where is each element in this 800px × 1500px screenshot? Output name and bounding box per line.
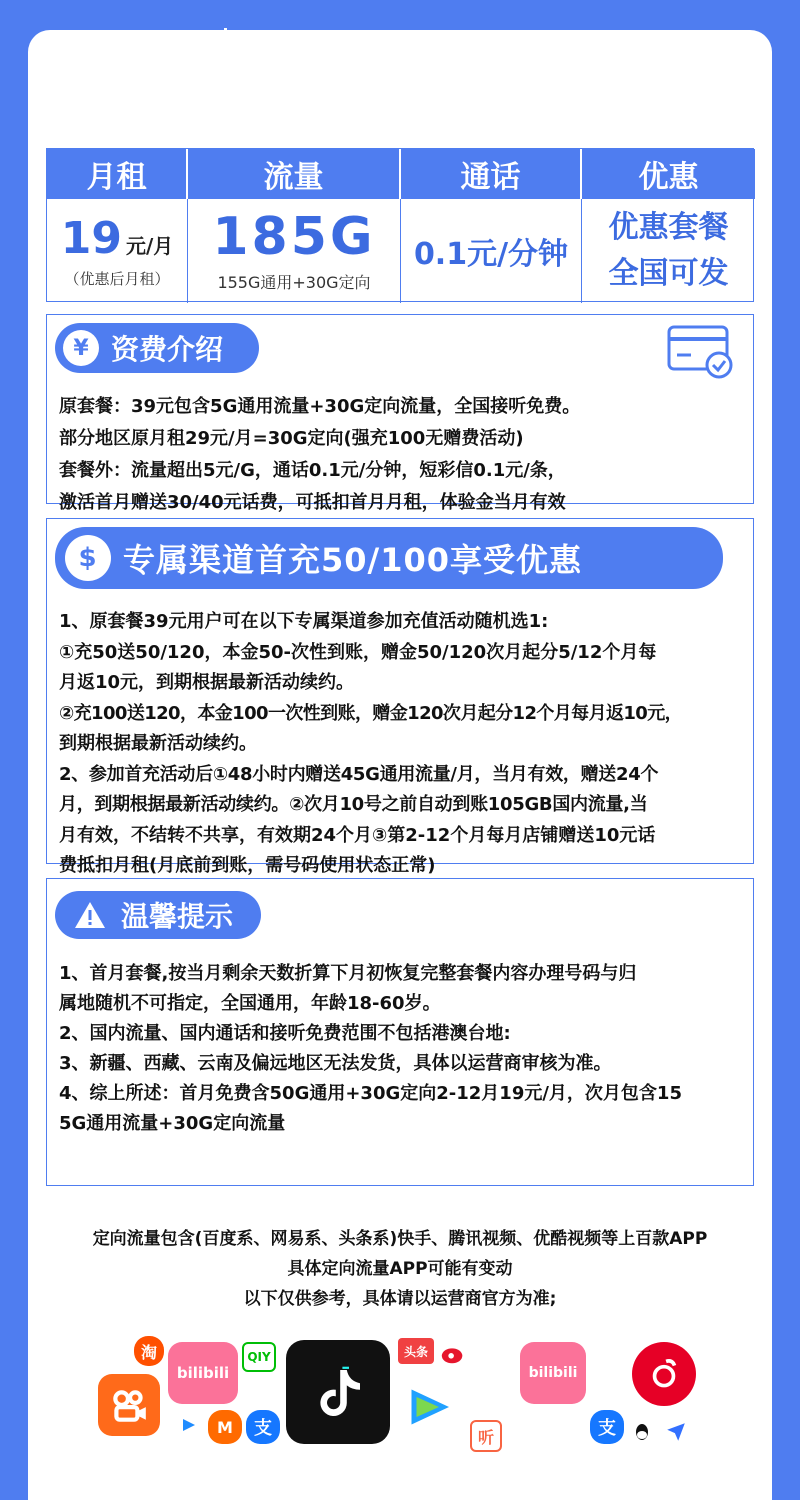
cell-promo [582,199,755,303]
promo-section [46,518,754,876]
header-bar [30,18,401,88]
promo-line: ②充100送120，本金100一次性到账，赠金120次月起分12个月每月返10元， [59,702,683,724]
youku-icon [174,1410,204,1440]
tencent-video-icon [402,1380,456,1434]
iqiyi-icon: QIY [242,1342,276,1372]
fee-line: 原套餐：39元包含5G通用流量+30G定向流量，全国接听免费。 [59,396,581,417]
tips-section [46,878,754,1186]
tips-section-title-pill [55,891,261,939]
plan-summary-table [46,148,754,302]
fee-section-body [59,391,580,519]
footer-line-3: 以下仅供参考，具体请以运营商官方为准; [243,1289,557,1309]
promo-line: 月有效，不结转不共享，有效期24个月③第2-12个月每月店铺赠送10元话 [59,824,656,846]
feishu-icon [662,1418,690,1446]
promo-line: 月，到期根据最新活动续约。②次月10号之前自动到账105GB国内流量,当 [59,794,648,815]
promo-line: 1、原套餐39元用户可在以下专属渠道参加充值活动随机选1: [59,611,549,632]
promo-line1: 优惠套餐 [608,210,729,245]
promo-line: 到期根据最新活动续约。 [59,733,257,754]
yuan-icon: ¥ [63,330,99,366]
promo-line2: 全国可发 [608,256,729,291]
header-call: 通话 [401,149,582,199]
tips-line: 属地随机不可指定，全国通用，年龄18-60岁。 [59,993,441,1014]
tips-line: 1、首月套餐,按当月剩余天数折算下月初恢复完整套餐内容办理号码与归 [59,963,637,984]
promo-section-title-pill [55,527,723,589]
cell-flow [188,199,401,303]
fee-section-title-pill [55,323,259,373]
rent-note: （优惠后月租） [64,270,170,288]
bilibili-icon-2: bilibili [520,1342,586,1404]
bilibili-icon: bilibili [168,1342,238,1404]
kuaishou-icon [98,1374,160,1436]
cell-call [401,199,582,303]
tips-line: 4、综上所述：首月免费含50G通用+30G定向2-12月19元/月，次月包含15 [59,1083,682,1104]
toutiao-icon: 头条 [398,1338,434,1364]
china-telecom-logo-icon [30,28,90,78]
fee-section [46,314,754,513]
tips-line: 5G通用流量+30G定向流量 [59,1113,286,1134]
rent-unit: 元/月 [125,234,174,258]
tips-section-title: 温馨提示 [121,900,234,933]
douyin-icon [286,1340,390,1444]
qq-icon [628,1418,656,1446]
taobao-icon: 淘 [134,1336,164,1366]
ximalaya-icon: 听 [470,1420,502,1452]
rent-value: 19 [60,213,122,264]
promo-section-title: 专属渠道首充50/100享受优惠 [123,541,583,579]
brand-name-en: CHINA TELECOM [94,61,202,74]
dollar-cycle-icon: $ [65,535,111,581]
netease-music-icon [632,1342,696,1406]
product-title: 沉香卡 [245,29,402,86]
tips-section-body [59,959,682,1139]
promo-line: 2、参加首充活动后①48小时内赠送45G通用流量/月，当月有效，赠送24个 [59,763,659,785]
tips-line: 2、国内流量、国内通话和接听免费范围不包括港澳台地: [59,1023,511,1044]
alipay-icon: 支 [246,1410,280,1444]
fee-line: 部分地区原月租29元/月=30G定向(强充100无赠费活动) [59,428,524,449]
bank-card-check-icon [667,323,735,379]
app-icons-row [90,1330,710,1480]
weibo-icon [438,1338,468,1368]
tips-line: 3、新疆、西藏、云南及偏远地区无法发货，具体以运营商审核为准。 [59,1053,612,1074]
mango-tv-icon: M [208,1410,242,1444]
header-promo: 优惠 [582,149,755,199]
warning-icon [73,900,107,930]
alipay-icon-2: 支 [590,1410,624,1444]
footer-line-2: 具体定向流量APP可能有变动 [287,1259,513,1279]
brand-name-cn: 中国电信 [94,31,207,61]
footer-line-1: 定向流量包含(百度系、网易系、头条系)快手、腾讯视频、优酷视频等上百款APP [92,1229,708,1249]
call-value: 0.1元/分钟 [413,237,569,272]
fee-section-title: 资费介绍 [111,333,224,366]
promo-line: 费抵扣月租(月底前到账，需号码使用状态正常) [59,855,436,876]
promo-section-body [59,607,682,882]
flow-note: 155G通用+30G定向 [217,272,371,292]
header-flow: 流量 [188,149,401,199]
cell-rent [47,199,188,303]
header-curve [28,90,772,130]
header-rent: 月租 [47,149,188,199]
fee-line: 套餐外：流量超出5元/G，通话0.1元/分钟，短彩信0.1元/条， [59,460,566,481]
promo-line: 月返10元，到期根据最新活动续约。 [59,672,355,693]
flow-value: 185G [212,206,376,267]
brand [30,28,206,78]
header-divider [224,28,227,78]
fee-line: 激活首月赠送30/40元话费，可抵扣首月月租，体验金当月有效 [59,492,566,513]
promo-line: ①充50送50/120，本金50-次性到账，赠金50/120次月起分5/12个月每 [59,641,657,663]
